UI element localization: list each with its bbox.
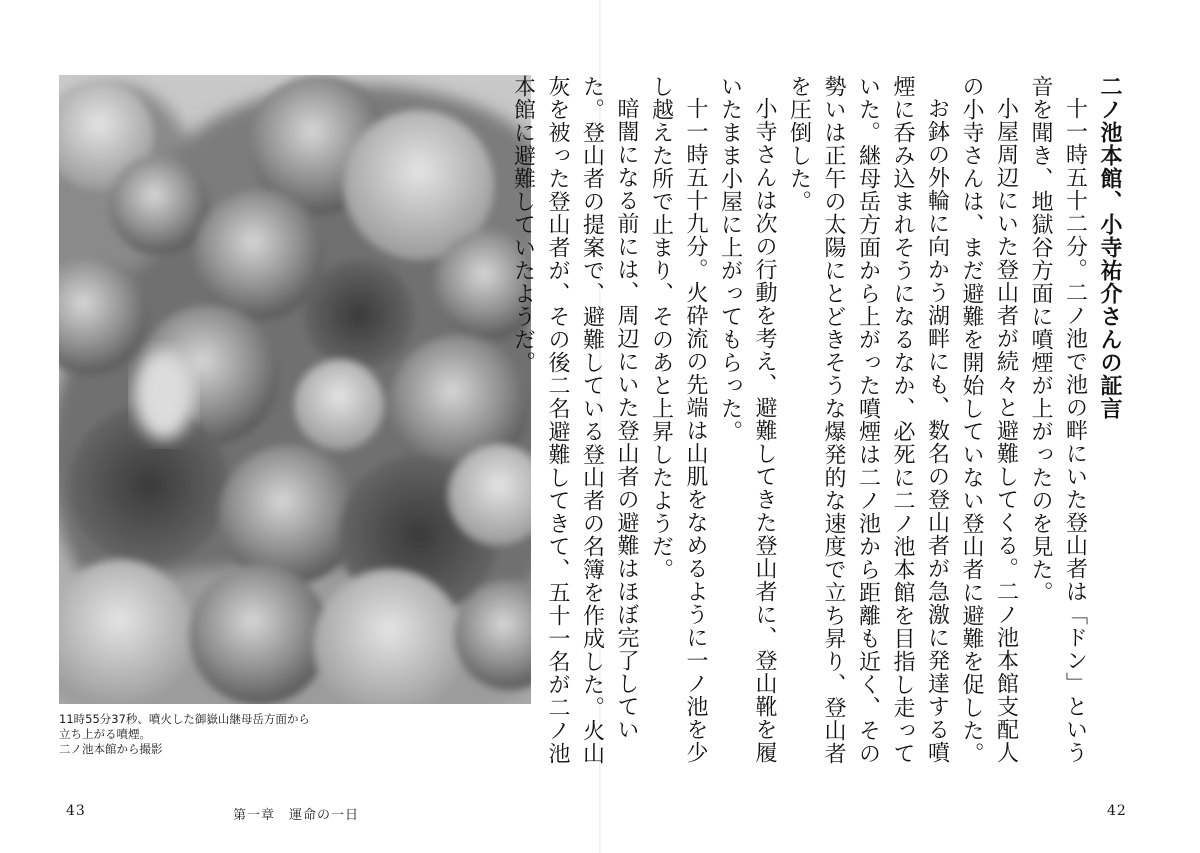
vertical-body-text [505, 75, 1126, 775]
paragraph: 小寺さんは次の行動を考え、避難してきた登山者に、登山靴を履いたまま小屋に上がってもらった。 [717, 75, 777, 764]
paragraph: 小屋周辺にいた登山者が続々と避難してくる。二ノ池本館支配人の小寺さんは、まだ避難を開始していない登山者に避難を促した。 [959, 75, 1019, 765]
page-number-right: 42 [1107, 803, 1127, 819]
section-heading: 二ノ池本館、小寺祐介さんの証言 [1097, 75, 1122, 420]
chapter-number: 第一章 [233, 808, 276, 823]
paragraph: 暗闇になる前には、周辺にいた登山者の避難はほぼ完了していた。登山者の提案で、避難している登山者の名簿を作成した。火山灰を被った登山者が、その後二名避難してきて、五十一名が二ノ池本館に避難していたようだ。 [510, 75, 639, 765]
caption-line: 二ノ池本館から撮影 [59, 742, 163, 756]
running-head [233, 804, 359, 823]
paragraph: お鉢の外輪に向かう湖畔にも、数名の登山者が急激に発達する噴煙に呑み込まれそうになるなか、必死に二ノ池本館を目指し走っていた。継母岳方面から上がった噴煙は二ノ池から距離も近く、その勢いは正午の太陽にとどきそうな爆発的な速度で立ち昇り、登山者を圧倒した。 [786, 75, 950, 765]
paragraph: 十一時五十九分。火砕流の先端は山肌をなめるように一ノ池を少し越えた所で止まり、そのあと上昇したようだ。 [648, 75, 708, 764]
paragraph: 十一時五十二分。二ノ池で池の畔にいた登山者は「ドン」という音を聞き、地獄谷方面に噴煙が上がったのを見た。 [1028, 75, 1088, 764]
caption-line: 立ち上がる噴煙。 [59, 727, 151, 741]
eruption-photo [59, 75, 531, 704]
page-number-left: 43 [66, 803, 86, 819]
chapter-title: 運命の一日 [289, 808, 360, 823]
photo-caption [59, 712, 379, 757]
caption-line: 11時55分37秒、噴火した御嶽山継母岳方面から [59, 712, 310, 726]
